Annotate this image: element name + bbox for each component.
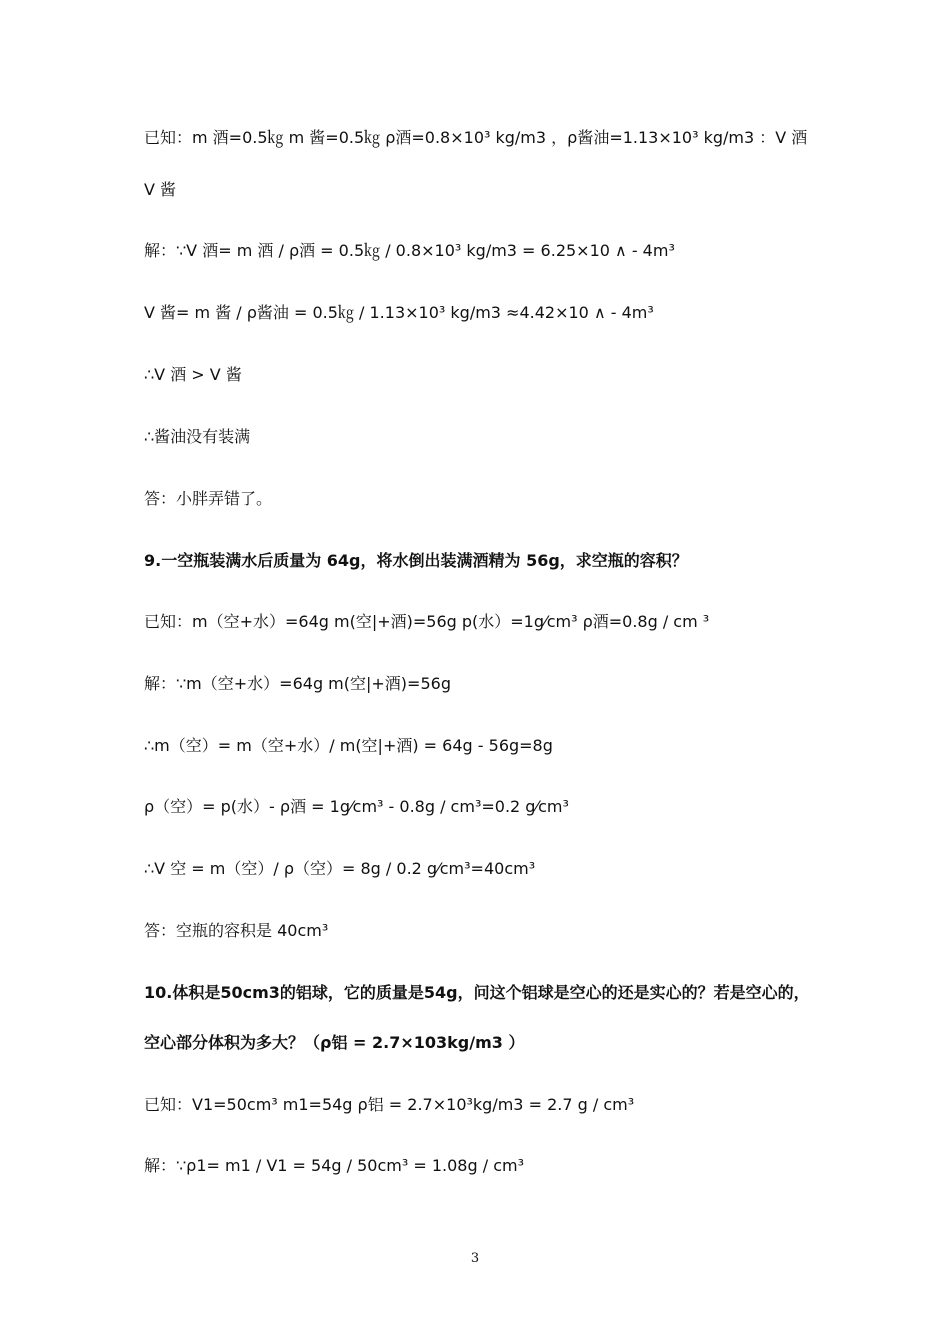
question-9-given: 已知：m（空+水）=64g m(空|+酒)=56g p(水）=1g⁄cm³ ρ酒=0.8g / cm ³ [144,612,710,631]
question-9-volume: ∴V 空 = m（空）/ ρ（空）= 8g / 0.2 g⁄cm³=40cm³ [144,859,536,878]
question-10-given: 已知：V1=50cm³ m1=54g ρ铝 = 2.7×10³kg/m3 = 2.7 g / cm³ [144,1095,635,1114]
conclusion-line: ∴酱油没有装满 [144,427,251,446]
question-9-solution: 解：∵m（空+水）=64g m(空|+酒)=56g [144,674,451,693]
answer-line: 答：小胖弄错了。 [144,489,273,508]
question-9-heading: 9.一空瓶装满水后质量为 64g，将水倒出装满酒精为 56g，求空瓶的容积？ [144,551,688,570]
question-10-heading: 10.体积是50cm3的铝球，它的质量是54g，问这个铝球是空心的还是实心的？若是空心的， [144,983,810,1002]
solution-line: 解：∵V 酒= m 酒 / ρ酒 = 0.5㎏ / 0.8×10³ kg/m3 = 6.25×10 ∧ - 4m³ [144,241,675,260]
question-10-solution: 解：∵ρ1= m1 / V1 = 54g / 50cm³ = 1.08g / cm³ [144,1156,524,1175]
comparison-line: ∴V 酒 > V 酱 [144,365,242,384]
given-values-line: 已知：m 酒=0.5㎏ m 酱=0.5㎏ ρ酒=0.8×10³ kg/m3 ，ρ酱油=1.13×10³ kg/m3 ：V 酒 [144,128,808,147]
question-9-empty-mass: ∴m（空）= m（空+水）/ m(空|+酒) = 64g - 56g=8g [144,736,553,755]
page-number: 3 [470,1251,480,1266]
question-9-density: ρ（空）= p(水）- ρ酒 = 1g⁄cm³ - 0.8g / cm³=0.2 g⁄cm³ [144,797,569,816]
question-10-heading-continuation: 空心部分体积为多大？（ρ铝 = 2.7×103kg/m3 ） [144,1033,525,1052]
question-9-answer: 答：空瓶的容积是 40cm³ [144,921,329,940]
soy-volume-line: V 酱= m 酱 / ρ酱油 = 0.5㎏ / 1.13×10³ kg/m3 ≈4.42×10 ∧ - 4m³ [144,303,654,322]
given-values-continuation: V 酱 [144,180,177,199]
